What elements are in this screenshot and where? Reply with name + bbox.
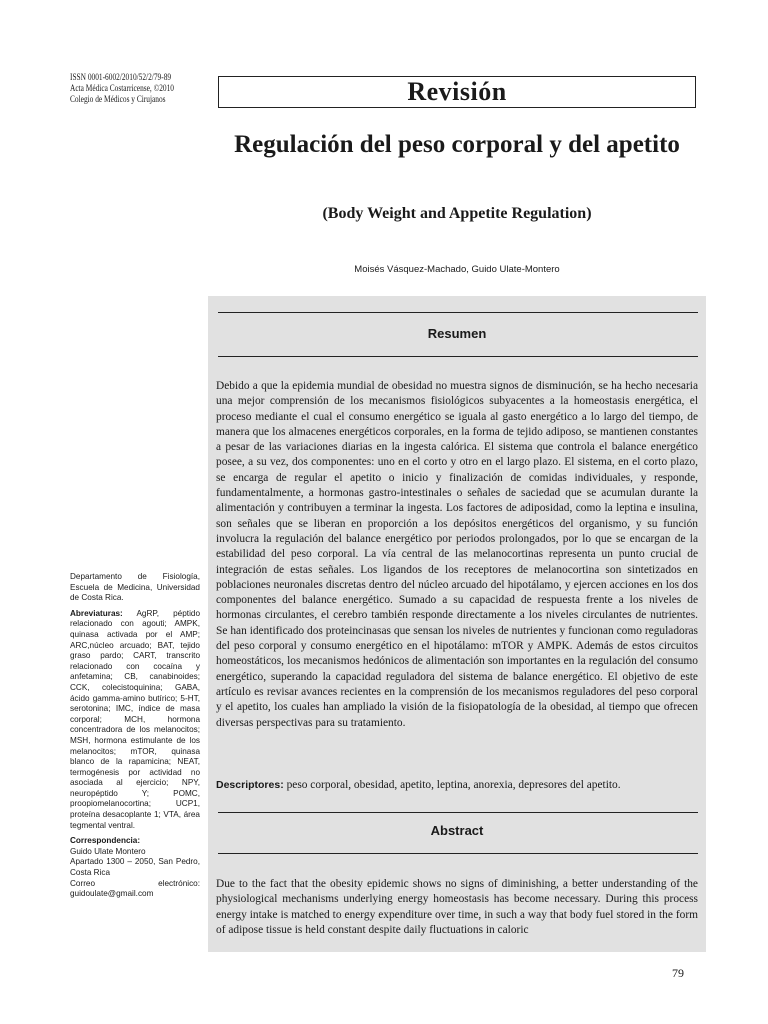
journal-issn: ISSN 0001-6002/2010/52/2/79-89 [70, 72, 172, 82]
resumen-text: Debido a que la epidemia mundial de obesidad no muestra signos de disminución, se ha hecho necesaria una mejor comprensión de los mecanismos fisiológicos subyacentes a la homeostasis energética, el proceso mediante el cual el consumo energético se iguala al gasto energético a lo largo del tiempo, de manera que los almacenes energéticos corporales, en la forma de tejido adiposo, se mantienen constantes a pesar de las variaciones diarias en la ingesta calórica. El sistema que controla el balance energético posee, a su vez, dos componentes: uno en el corto y otro en el largo plazo. El sistema, en el corto plazo, se encarga de regular el apetito o inicio y finalización de comidas individuales, y responde, fundamentalmente, a hormonas gastro-intestinales o señales de saciedad que se acumulan durante la alimentación y contribuyen a terminar la ingesta. Los factores de adiposidad, como la leptina e insulina, son señales que se liberan en proporción a los depósitos energéticos del organismo, y su función involucra la regulación del balance energético por periodos prolongados, por lo que se encargan de la estabilidad del peso corporal. La vía central de las melanocortinas representa un punto crucial de integración de estas señales. Los ligandos de los receptores de melanocortina son sintetizados en poblaciones neuronales discretas dentro del núcleo arcuado del hipotálamo, y ejercen acciones en los dos componentes del balance energético. Sumado a su capacidad de respuesta frente a los niveles de hormonas circulantes, el cerebro también responde directamente a los niveles circulantes de nutrientes. Se han identificado dos proteincinasas que sensan los niveles de nutrientes y funcionan como reguladoras del peso corporal y consumo energético en el hipotálamo: mTOR y AMPK. Además de estos circuitos homeostáticos, los mecanismos hedónicos de alimentación son importantes en la regulación del consumo energético, superando la capacidad reguladora del sistema de balance energético. El objetivo de este artículo es revisar avances recientes en la comprensión de los mecanismos reguladores del peso corporal y el apetito, los cuales han ampliado la visión de la fisiopatología de la obesidad, al tiempo que ofrecen diversas perspectivas para su tratamiento. [216, 380, 698, 729]
descriptors [216, 779, 698, 791]
divider [218, 812, 698, 813]
sidebar [70, 572, 200, 900]
abbreviations [70, 609, 200, 831]
page-number: 79 [672, 966, 684, 980]
resumen-heading: Resumen [427, 326, 487, 341]
article-title: Regulación del peso corporal y del apetito [234, 131, 680, 158]
correspondence-email: Correo electrónico: guidoulate@gmail.com [70, 878, 200, 899]
abbreviations-label: Abreviaturas: [70, 608, 123, 618]
section-label-box [218, 76, 696, 108]
divider [218, 312, 698, 313]
journal-meta [70, 72, 193, 105]
affiliation: Departamento de Fisiología, Escuela de Medicina, Universidad de Costa Rica. [70, 572, 200, 603]
descriptors-text: peso corporal, obesidad, apetito, leptina, anorexia, depresores del apetito. [286, 779, 621, 791]
correspondence-label: Correspondencia: [70, 836, 141, 846]
divider [218, 356, 698, 357]
correspondence-label-line [70, 836, 200, 847]
abstract-text: Due to the fact that the obesity epidemic shows no signs of diminishing, a better understanding of the physiological mechanisms underlying energy homeostasis has become necessary. During this process energy intake is matched to energy expenditure over time, in such a way that body fuel stored in the form of adipose tissue is held constant despite daily fluctuations in caloric [216, 878, 698, 936]
article-subtitle: (Body Weight and Appetite Regulation) [322, 205, 592, 222]
correspondence-name: Guido Ulate Montero [70, 846, 146, 856]
section-label: Revisión [407, 77, 507, 106]
abstract-heading: Abstract [430, 823, 484, 838]
descriptors-label: Descriptores: [216, 779, 284, 791]
author-list: Moisés Vásquez-Machado, Guido Ulate-Montero [354, 264, 560, 275]
divider [218, 853, 698, 854]
abbreviations-text: AgRP, péptido relacionado con agouti; AMPK, quinasa activada por el AMP; ARC,núcleo arcuado; BAT, tejido graso pardo; CART, transcrito relacionado con cocaína y anfetamina; CB, canabinoides; CCK, colecistoquinina; GABA, ácido gamma-amino butírico; 5-HT, serotonina; IMC, índice de masa corporal; MCH, hormona concentradora de los melanocitos; MSH, hormona estimulante de los melanocitos; mTOR, quinasa blanco de la rapamicina; NEAT, termogénesis por actividad no asociada al ejercicio; NPY, neuropéptido Y; POMC, proopiomelanocortina; UCP1, proteína desacoplante 1; VTA, área tegmental ventral. [70, 608, 200, 830]
correspondence-address: Apartado 1300 – 2050, San Pedro, Costa Rica [70, 857, 200, 878]
journal-publisher: Colegio de Médicos y Cirujanos [70, 94, 166, 104]
abstract-panel [208, 296, 706, 952]
journal-name: Acta Médica Costarricense, ©2010 [70, 83, 174, 93]
